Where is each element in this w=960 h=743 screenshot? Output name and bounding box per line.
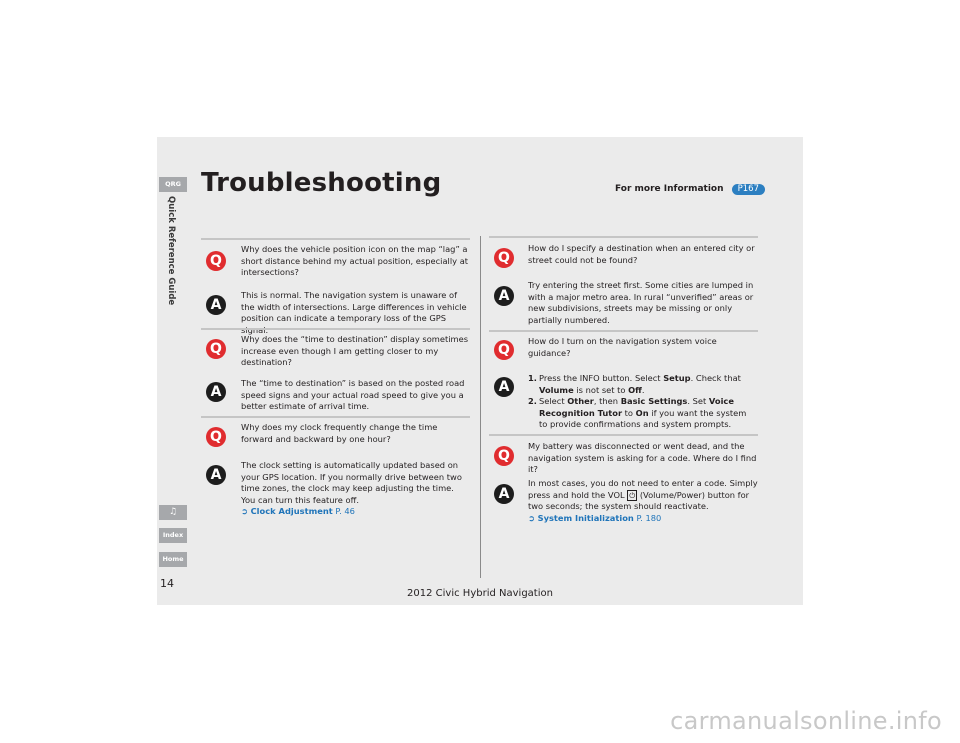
rule	[489, 236, 758, 238]
question-text: My battery was disconnected or went dead, and the navigation system is asking for a code. Where do I find it?	[528, 441, 757, 474]
answer-steps	[528, 373, 756, 431]
answer-text: The “time to destination” is based on the posted road speed signs and your actual road speed to give you a better estimate of arrival time.	[241, 378, 465, 411]
side-tab-index[interactable]: Index	[159, 528, 187, 543]
answer-block: In most cases, you do not need to enter a code. Simply press and hold the VOL ⏻ (Volume/Power) button for two seconds; the system should reactivate. ➲ System Initialization P. 180	[528, 478, 758, 523]
question-icon: Q	[206, 251, 226, 271]
question-icon: Q	[494, 446, 514, 466]
answer-icon: A	[494, 484, 514, 504]
rule	[489, 434, 758, 436]
page-title: Troubleshooting	[201, 168, 442, 198]
rule	[201, 416, 470, 418]
answer-text: Try entering the street first. Some cities are lumped in with a major metro area. In rural “unverified” areas or new subdivisions, streets may be missing or only partially numbered.	[528, 280, 754, 325]
system-initialization-link[interactable]	[528, 513, 661, 523]
link-page: P. 180	[636, 512, 662, 523]
page-number: 14	[160, 577, 174, 590]
answer-text: This is normal. The navigation system is unaware of the width of intersections. Large differences in vehicle position can indicate a temporary loss of the GPS	[241, 290, 467, 323]
reference-arrow-icon: ➲	[241, 506, 248, 516]
column-divider	[480, 236, 481, 578]
clock-adjustment-link[interactable]	[241, 506, 355, 516]
power-icon: ⏻	[629, 490, 636, 500]
rule	[201, 238, 470, 240]
rule	[201, 328, 470, 330]
answer-icon: A	[494, 377, 514, 397]
side-tab-qrg[interactable]: QRG	[159, 177, 187, 192]
link-label: Clock Adjustment	[250, 506, 333, 516]
more-info	[615, 184, 765, 195]
answer-icon: A	[206, 295, 226, 315]
side-tab-home[interactable]: Home	[159, 552, 187, 567]
more-info-ref-link[interactable]: P167	[732, 184, 765, 195]
question-icon: Q	[494, 340, 514, 360]
watermark: carmanualsonline.info	[670, 707, 942, 735]
side-tab-voice[interactable]	[159, 505, 187, 520]
answer-icon: A	[206, 465, 226, 485]
question-icon: Q	[206, 427, 226, 447]
reference-arrow-icon: ➲	[528, 512, 535, 523]
side-label: Quick Reference Guide	[166, 196, 176, 306]
answer-text: The clock setting is automatically updated based on your GPS location. If you normally drive between two time zones, the clock may keep adjusting the time. You can turn this feature off.	[241, 460, 462, 505]
question-text: How do I specify a destination when an entered city or street could not be found?	[528, 243, 755, 265]
question-text: How do I turn on the navigation system voice guidance?	[528, 336, 717, 358]
link-page: P. 46	[335, 506, 355, 516]
step-item: 1. Press the INFO button. Select Setup. Check that Volume is not set to Off.	[528, 373, 741, 395]
answer-block	[241, 460, 469, 518]
question-text: Why does the vehicle position icon on the map “lag” a short distance behind my actual position, especially at intersections?	[241, 244, 469, 277]
step-item: 2. Select Other, then Basic Settings. Set Voice Recognition Tutor to On if you want the system to provide confirmations and system prompts.	[528, 396, 747, 429]
question-icon: Q	[494, 248, 514, 268]
question-text: Why does my clock frequently change the time forward and backward by one hour?	[241, 422, 438, 444]
answer-icon: A	[494, 286, 514, 306]
link-label: System Initialization	[537, 512, 634, 523]
voice-command-icon: ♫	[168, 507, 178, 517]
rule	[489, 330, 758, 332]
more-info-label: For more Information	[615, 184, 724, 194]
answer-icon: A	[206, 382, 226, 402]
footer-title: 2012 Civic Hybrid Navigation	[407, 588, 553, 599]
question-icon: Q	[206, 339, 226, 359]
question-text: Why does the “time to destination” display sometimes increase even though I am getting closer to my destination?	[241, 334, 469, 367]
